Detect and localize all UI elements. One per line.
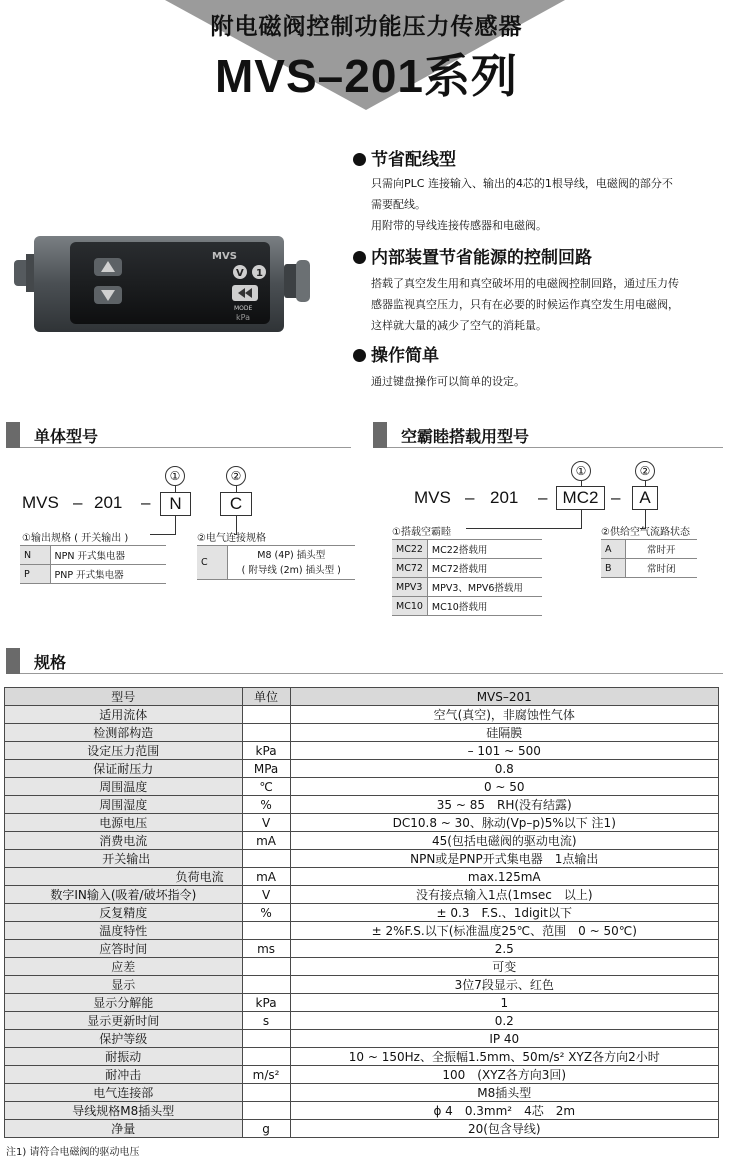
model-number: 201	[94, 493, 123, 512]
table-row: 耐振动 10 ~ 150Hz、全振幅1.5mm、50m/s² XYZ各方向2小时	[5, 1048, 719, 1066]
table-row: MC22 MC22搭载用	[392, 540, 542, 559]
table-row: 设定压力范围 kPa – 101 ~ 500	[5, 742, 719, 760]
feature-text-1: 只需向PLC 连接输入、输出的4芯的1根导线，电磁阀的部分不 需要配线。 用附带的导线连接传感器和电磁阀。	[371, 177, 673, 232]
table-row: B 常时闭	[601, 559, 697, 578]
table-row: MC72 MC72搭载用	[392, 559, 542, 578]
code-box-connection: C	[220, 492, 252, 516]
model-dash: –	[538, 488, 548, 507]
code-box-ejector: MC2	[556, 486, 605, 510]
feature-text-2: 搭载了真空发生用和真空破坏用的电磁阀控制回路，通过压力传 感器监视真空压力，只有在必要的时候运作真空发生用电磁阀， 这样就大量的减少了空气的消耗量。	[371, 277, 679, 332]
circle-1: ①	[571, 461, 591, 481]
circle-1: ①	[165, 466, 185, 486]
table-row: P PNP 开式集电器	[20, 565, 166, 584]
table-row: A 常时开	[601, 540, 697, 559]
table-row: 数字IN输入(吸着/破坏指令) V 没有接点输入1点(1msec 以上)	[5, 886, 719, 904]
led-1-label: 1	[256, 268, 263, 279]
code-box-output: N	[160, 492, 191, 516]
model-dash: –	[73, 493, 83, 512]
table-row: 应差 可变	[5, 958, 719, 976]
table-row: 电气连接部 M8插头型	[5, 1084, 719, 1102]
product-title: MVS–201系列	[214, 50, 518, 102]
section-single-model: 单体型号	[6, 422, 351, 448]
table-row: 导线规格M8插头型 ϕ 4 0.3mm² 4芯 2m	[5, 1102, 719, 1120]
table-row: N NPN 开式集电器	[20, 546, 166, 565]
circle-2: ②	[226, 466, 246, 486]
table-row: 保护等级 IP 40	[5, 1030, 719, 1048]
table-row: 保证耐压力 MPa 0.8	[5, 760, 719, 778]
device-image	[14, 232, 314, 342]
section-specs: 规格	[6, 648, 723, 674]
connection-spec-label: ②电气连接规格	[197, 533, 266, 544]
ejector-options-table	[392, 539, 542, 616]
supply-label: ②供给空气流路状态	[601, 527, 690, 538]
table-row: 负荷电流 mA max.125mA	[5, 868, 719, 886]
ejector-label: ①搭载空霸睦	[392, 527, 451, 538]
table-row: 显示分解能 kPa 1	[5, 994, 719, 1012]
table-row: 显示更新时间 s 0.2	[5, 1012, 719, 1030]
code-box-supply: A	[632, 486, 658, 510]
model-number: 201	[490, 488, 519, 507]
circle-2: ②	[635, 461, 655, 481]
table-row: 应答时间 ms 2.5	[5, 940, 719, 958]
model-dash: –	[465, 488, 475, 507]
product-subtitle: 附电磁阀控制功能压力传感器	[210, 14, 523, 40]
table-row: 适用流体 空气(真空)，非腐蚀性气体	[5, 706, 719, 724]
table-header-row: 型号 单位 MVS–201	[5, 688, 719, 706]
feature-heading-1: 节省配线型	[353, 145, 456, 170]
output-spec-label: ①输出规格 ( 开关输出 )	[22, 533, 129, 544]
model-dash: –	[611, 488, 621, 507]
feature-text-3: 通过键盘操作可以简单的设定。	[371, 375, 525, 388]
table-row: 反复精度 % ± 0.3 F.S.、1digit以下	[5, 904, 719, 922]
section-ejector-model: 空霸睦搭载用型号	[373, 422, 723, 448]
model-prefix: MVS	[414, 488, 451, 507]
output-options-table	[20, 545, 166, 584]
mode-label: MODE	[234, 305, 253, 312]
model-dash: –	[141, 493, 151, 512]
table-row: 检测部构造 硅隔膜	[5, 724, 719, 742]
feature-heading-3: 操作简单	[353, 341, 439, 366]
table-row: 周围湿度 % 35 ~ 85 RH(没有结露)	[5, 796, 719, 814]
table-row: C M8 (4P) 插头型 ( 附导线 (2m) 插头型 )	[197, 546, 355, 580]
device-unit-label: kPa	[236, 313, 250, 322]
table-row: MC10 MC10搭载用	[392, 597, 542, 616]
model-prefix: MVS	[22, 493, 59, 512]
table-row: 温度特性 ± 2%F.S.以下(标准温度25℃、范围 0 ~ 50℃)	[5, 922, 719, 940]
feature-heading-2: 内部装置节省能源的控制回路	[353, 243, 592, 268]
table-row: 显示 3位7段显示、红色	[5, 976, 719, 994]
spec-table	[4, 687, 719, 1138]
supply-options-table	[601, 539, 697, 578]
table-row: 开关输出 NPN或是PNP开式集电器 1点输出	[5, 850, 719, 868]
table-row: 耐冲击 m/s² 100 (XYZ各方向3回)	[5, 1066, 719, 1084]
table-row: 净量 g 20(包含导线)	[5, 1120, 719, 1138]
connection-options-table	[197, 545, 355, 580]
table-row: 消费电流 mA 45(包括电磁阀的驱动电流)	[5, 832, 719, 850]
footnote: 注1) 请符合电磁阀的驱动电压	[6, 1147, 140, 1158]
table-row: MPV3 MPV3、MPV6搭载用	[392, 578, 542, 597]
led-v-label: V	[236, 268, 244, 279]
table-row: 电源电压 V DC10.8 ~ 30、脉动(Vp–p)5%以下 注1)	[5, 814, 719, 832]
device-brand-label: MVS	[212, 251, 237, 262]
table-row: 周围温度 ℃ 0 ~ 50	[5, 778, 719, 796]
